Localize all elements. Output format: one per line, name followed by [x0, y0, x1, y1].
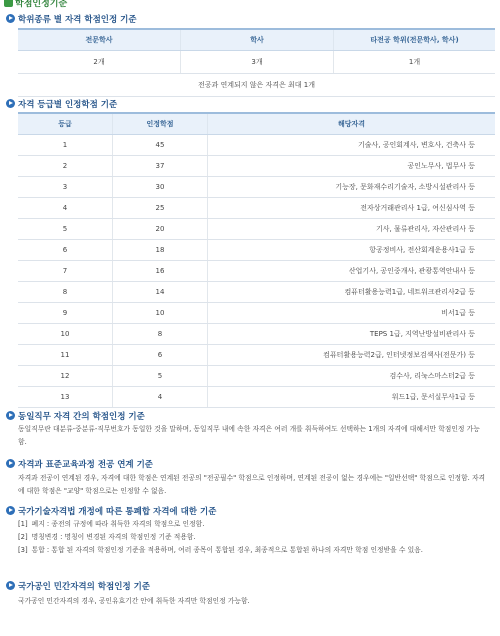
- cell-credits: 20: [113, 219, 208, 240]
- cell-grade: 5: [18, 219, 113, 240]
- table-row: [18, 219, 495, 240]
- cell-credits: 25: [113, 198, 208, 219]
- list-item-text: 통합 : 통합 된 자격의 학점인정 기준을 적용하며, 여러 종목이 통합된 경우, 최종적으로 통합된 하나의 자격만 학점 인정받을 수 있음.: [31, 546, 423, 554]
- cell-qualifications: 검수사, 리눅스마스터2급 등: [208, 366, 496, 387]
- grade-credits-table: [18, 112, 495, 408]
- table-header-row: [18, 113, 495, 135]
- table-row: [18, 156, 495, 177]
- cell-grade: 1: [18, 135, 113, 156]
- cell-qualifications: TEPS 1급, 지역난방설비관리사 등: [208, 324, 496, 345]
- cell-grade: 9: [18, 303, 113, 324]
- table-row: [18, 240, 495, 261]
- table-row: [18, 198, 495, 219]
- cell-qualifications: 전자상거래관리사 1급, 여신심사역 등: [208, 198, 496, 219]
- header-other-major: 타전공 학위(전문학사, 학사): [334, 29, 496, 51]
- section-title-degree-criteria: [6, 13, 137, 25]
- cell-grade: 13: [18, 387, 113, 408]
- header-bachelor: 학사: [181, 29, 334, 51]
- header-associate: 전문학사: [18, 29, 181, 51]
- cell-qualifications: 항공정비사, 전산회계운용사1급 등: [208, 240, 496, 261]
- section-title-text: 국가기술자격법 개정에 따른 통폐합 자격에 대한 기준: [18, 507, 217, 517]
- cell-grade: 12: [18, 366, 113, 387]
- table-row: [18, 135, 495, 156]
- cell-credits: 4: [113, 387, 208, 408]
- cell-credits: 30: [113, 177, 208, 198]
- cell-credits: 16: [113, 261, 208, 282]
- table-row: [18, 366, 495, 387]
- cell-credits: 5: [113, 366, 208, 387]
- merged-qualifications-list: [18, 518, 488, 557]
- major-link-body: 자격과 전공이 연계된 경우, 자격에 대한 학점은 연계된 전공의 "전공필수" 학점으로 인정하며, 연계된 전공이 없는 경우에는 "일반선택" 학점으로 인정함. 자격에 대한 학점은 "교양" 학점으로는 인정할 수 없음.: [18, 474, 486, 495]
- cell-associate-count: 2개: [18, 51, 181, 74]
- list-item-label: [2]: [18, 533, 28, 541]
- cell-credits: 6: [113, 345, 208, 366]
- cell-grade: 11: [18, 345, 113, 366]
- cell-other-major-count: 1개: [334, 51, 496, 74]
- cell-qualifications: 기술사, 공인회계사, 변호사, 건축사 등: [208, 135, 496, 156]
- table-row: [18, 303, 495, 324]
- section-title-grade-credits: [6, 98, 117, 110]
- table-row: [18, 324, 495, 345]
- table-row: [18, 387, 495, 408]
- table-row: [18, 345, 495, 366]
- cell-grade: 4: [18, 198, 113, 219]
- section-title-same-duty: [6, 410, 145, 422]
- section-bullet-icon: [6, 506, 15, 515]
- cell-grade: 7: [18, 261, 113, 282]
- page-title: 학점인정기준: [4, 0, 67, 9]
- cell-credits: 10: [113, 303, 208, 324]
- section-title-text: 자격과 표준교육과정 전공 연계 기준: [18, 460, 154, 470]
- section-title-major-link: [6, 458, 153, 470]
- cell-grade: 10: [18, 324, 113, 345]
- list-item-text: 명칭변경 : 명칭이 변경된 자격의 학점인정 기준 적용함.: [31, 533, 196, 541]
- header-grade: 등급: [18, 113, 113, 135]
- cell-qualifications: 비서1급 등: [208, 303, 496, 324]
- cell-qualifications: 공인노무사, 법무사 등: [208, 156, 496, 177]
- cell-qualifications: 기능장, 문화재수리기술자, 소방시설관리사 등: [208, 177, 496, 198]
- header-qualifications: 해당자격: [208, 113, 496, 135]
- table-row: [18, 282, 495, 303]
- list-item-text: 폐지 : 종전의 규정에 따라 취득한 자격의 학점으로 인정함.: [31, 520, 205, 528]
- table-row: [18, 74, 495, 97]
- list-item: [18, 544, 488, 557]
- cell-grade: 3: [18, 177, 113, 198]
- section-title-private-qualifications: [6, 580, 150, 592]
- table-header-row: [18, 29, 495, 51]
- section-bullet-icon: [6, 14, 15, 23]
- list-item: [18, 531, 488, 544]
- cell-credits: 37: [113, 156, 208, 177]
- section-bullet-icon: [6, 581, 15, 590]
- cell-grade: 2: [18, 156, 113, 177]
- cell-qualifications: 기사, 물류관리사, 자산관리사 등: [208, 219, 496, 240]
- section-title-text: 학위종류 별 자격 학점인정 기준: [18, 15, 137, 25]
- cell-credits: 14: [113, 282, 208, 303]
- section-title-text: 자격 등급별 인정학점 기준: [18, 100, 118, 110]
- cell-bachelor-count: 3개: [181, 51, 334, 74]
- list-item-label: [1]: [18, 520, 28, 528]
- list-item-label: [3]: [18, 546, 28, 554]
- cell-credits: 18: [113, 240, 208, 261]
- cell-qualifications: 워드1급, 문서실무사1급 등: [208, 387, 496, 408]
- same-duty-body: 동일직무란 대분류-중분류-직무번호가 동일한 것을 말하며, 동일직무 내에 속한 자격은 여러 개를 취득하여도 선택하는 1개의 자격에 대해서만 학점인정 가능함.: [18, 425, 480, 446]
- private-qualifications-body: 국가공인 민간자격의 경우, 공인유효기간 안에 취득한 자격만 학점인정 가능함.: [18, 597, 250, 605]
- cell-credits: 45: [113, 135, 208, 156]
- section-bullet-icon: [6, 411, 15, 420]
- list-item: [18, 518, 488, 531]
- cell-qualifications: 컴퓨터활용능력2급, 인터넷정보검색사(전문가) 등: [208, 345, 496, 366]
- cell-credits: 8: [113, 324, 208, 345]
- section-title-text: 국가공인 민간자격의 학점인정 기준: [18, 582, 151, 592]
- cell-grade: 8: [18, 282, 113, 303]
- section-bullet-icon: [6, 459, 15, 468]
- degree-criteria-table: [18, 28, 495, 97]
- cell-qualifications: 컴퓨터활용능력1급, 네트워크관리사2급 등: [208, 282, 496, 303]
- table-row: [18, 261, 495, 282]
- section-title-text: 동일직무 자격 간의 학점인정 기준: [18, 412, 145, 422]
- table-row: [18, 177, 495, 198]
- cell-note: 전공과 연계되지 않은 자격은 최대 1개: [18, 74, 495, 97]
- cell-grade: 6: [18, 240, 113, 261]
- header-credits: 인정학점: [113, 113, 208, 135]
- section-title-merged-qualifications: [6, 505, 216, 517]
- cell-qualifications: 산업기사, 공인중개사, 관광통역안내사 등: [208, 261, 496, 282]
- section-bullet-icon: [6, 99, 15, 108]
- table-row: [18, 51, 495, 74]
